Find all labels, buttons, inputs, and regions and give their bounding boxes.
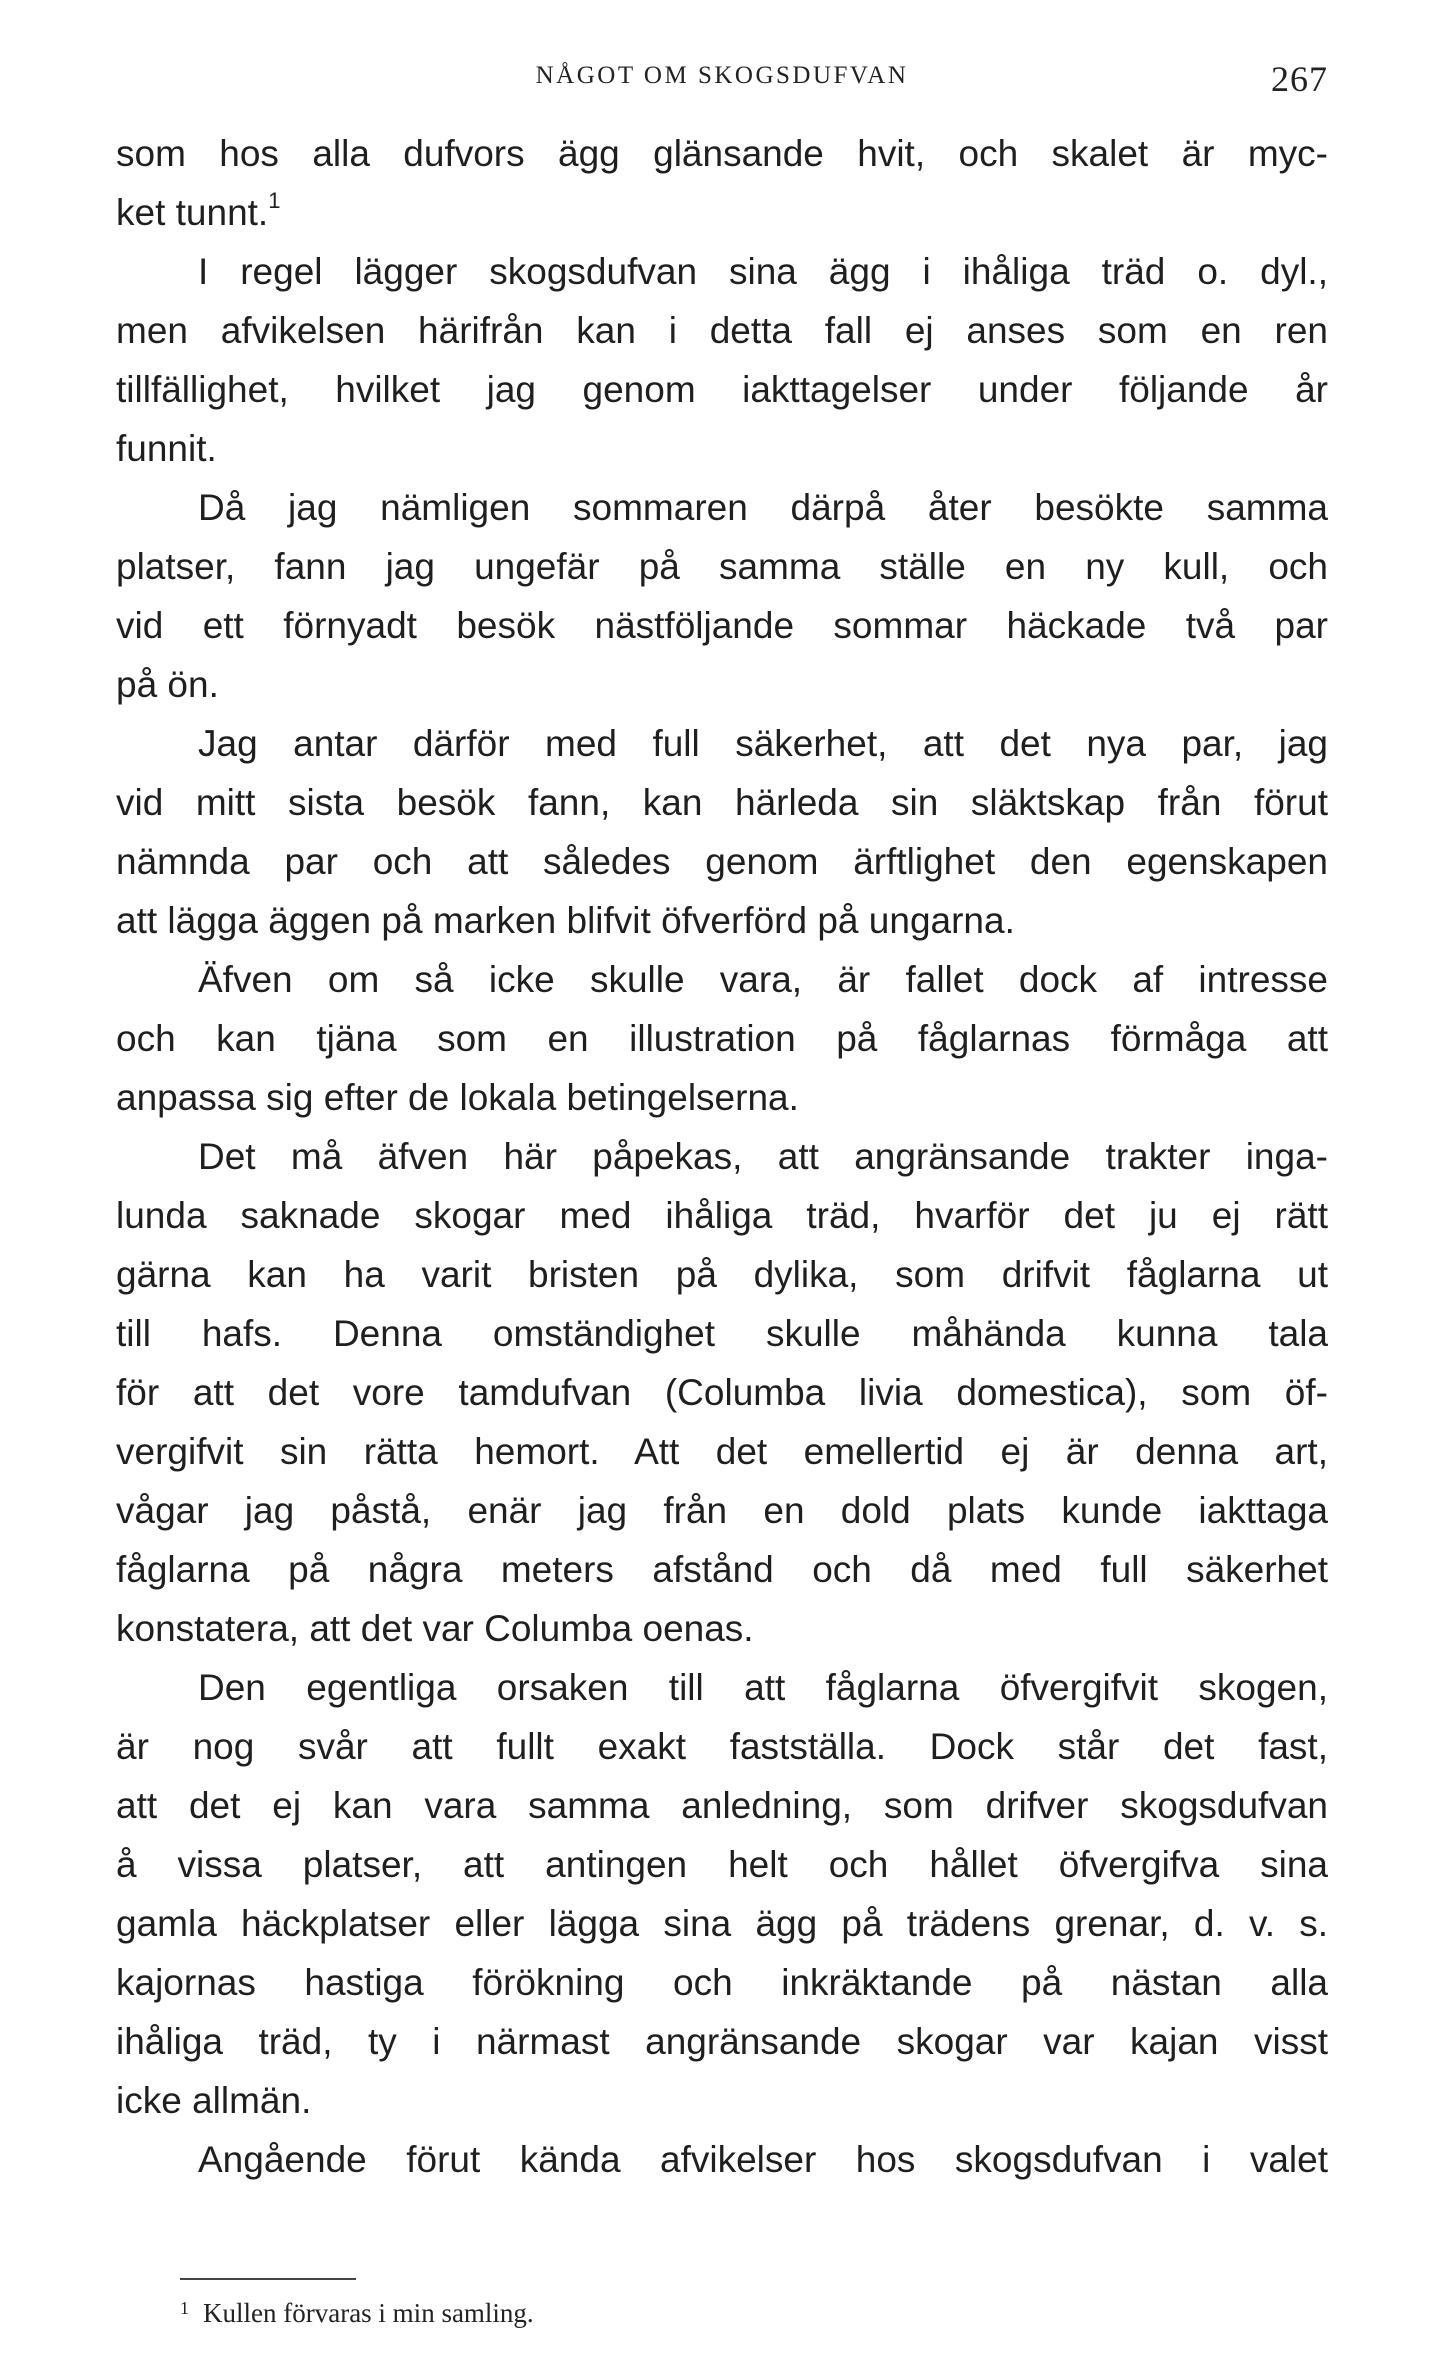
text-line: Det må äfven här påpekas, att angränsande trakter inga- — [198, 1136, 1328, 1177]
footnote-divider — [180, 2278, 356, 2280]
text-line: att det ej kan vara samma anledning, som drifver skogsdufvan — [116, 1785, 1328, 1826]
text-line: nämnda par och att således genom ärftlighet den egenskapen — [116, 841, 1328, 882]
text-line: Äfven om så icke skulle vara, är fallet dock af intresse — [198, 959, 1328, 1000]
text-line: Angående förut kända afvikelser hos skogsdufvan i valet — [198, 2139, 1328, 2180]
running-title: NÅGOT OM SKOGSDUFVAN — [535, 62, 909, 89]
text-line: för att det vore tamdufvan (Columba livia domestica), som öf- — [116, 1372, 1328, 1413]
footnote-reference: 1 — [268, 187, 281, 213]
text-line: icke allmän. — [116, 2080, 312, 2121]
text-line-with-footnote — [116, 183, 1328, 242]
text-line: platser, fann jag ungefär på samma ställe en ny kull, och — [116, 546, 1328, 587]
text-line-content: ket tunnt. — [116, 192, 269, 233]
text-line: funnit. — [116, 428, 217, 469]
footnote-mark: 1 — [180, 2298, 189, 2318]
text-line: fåglarna på några meters afstånd och då med full säkerhet — [116, 1549, 1328, 1590]
text-line: ihåliga träd, ty i närmast angränsande skogar var kajan visst — [116, 2021, 1328, 2062]
text-line: vid ett förnyadt besök nästföljande sommar häckade två par — [116, 605, 1328, 646]
text-line: gamla häckplatser eller lägga sina ägg på trädens grenar, d. v. s. — [116, 1903, 1328, 1944]
text-line: till hafs. Denna omständighet skulle måhända kunna tala — [116, 1313, 1328, 1354]
text-line: och kan tjäna som en illustration på fåglarnas förmåga att — [116, 1018, 1328, 1059]
text-line: å vissa platser, att antingen helt och hållet öfvergifva sina — [116, 1844, 1328, 1885]
text-line: konstatera, att det var Columba oenas. — [116, 1608, 754, 1649]
text-line: kajornas hastiga förökning och inkräktande på nästan alla — [116, 1962, 1328, 2003]
text-line: gärna kan ha varit bristen på dylika, som drifvit fåglarna ut — [116, 1254, 1328, 1295]
text-line: vergifvit sin rätta hemort. Att det emellertid ej är denna art, — [116, 1431, 1328, 1472]
text-line: vid mitt sista besök fann, kan härleda sin släktskap från förut — [116, 782, 1328, 823]
running-head — [116, 58, 1328, 108]
text-line: att lägga äggen på marken blifvit öfverförd på ungarna. — [116, 900, 1015, 941]
text-line: Jag antar därför med full säkerhet, att det nya par, jag — [198, 723, 1328, 764]
text-line: anpassa sig efter de lokala betingelserna. — [116, 1077, 799, 1118]
text-line: på ön. — [116, 664, 219, 705]
footnote — [180, 2296, 1320, 2333]
text-line: Då jag nämligen sommaren därpå åter besökte samma — [198, 487, 1328, 528]
text-line: I regel lägger skogsdufvan sina ägg i ihåliga träd o. dyl., — [198, 251, 1328, 292]
text-line: men afvikelsen härifrån kan i detta fall ej anses som en ren — [116, 310, 1328, 351]
text-line: är nog svår att fullt exakt fastställa. Dock står det fast, — [116, 1726, 1328, 1767]
page-number: 267 — [1271, 59, 1328, 99]
body-text — [116, 124, 1328, 2189]
text-line: Den egentliga orsaken till att fåglarna öfvergifvit skogen, — [198, 1667, 1328, 1708]
footnote-text: Kullen förvaras i min samling. — [203, 2298, 534, 2328]
text-line: tillfällighet, hvilket jag genom iakttagelser under följande år — [116, 369, 1328, 410]
text-line: som hos alla dufvors ägg glänsande hvit, och skalet är myc- — [116, 133, 1328, 174]
text-line: lunda saknade skogar med ihåliga träd, hvarför det ju ej rätt — [116, 1195, 1328, 1236]
text-line: vågar jag påstå, enär jag från en dold plats kunde iakttaga — [116, 1490, 1328, 1531]
